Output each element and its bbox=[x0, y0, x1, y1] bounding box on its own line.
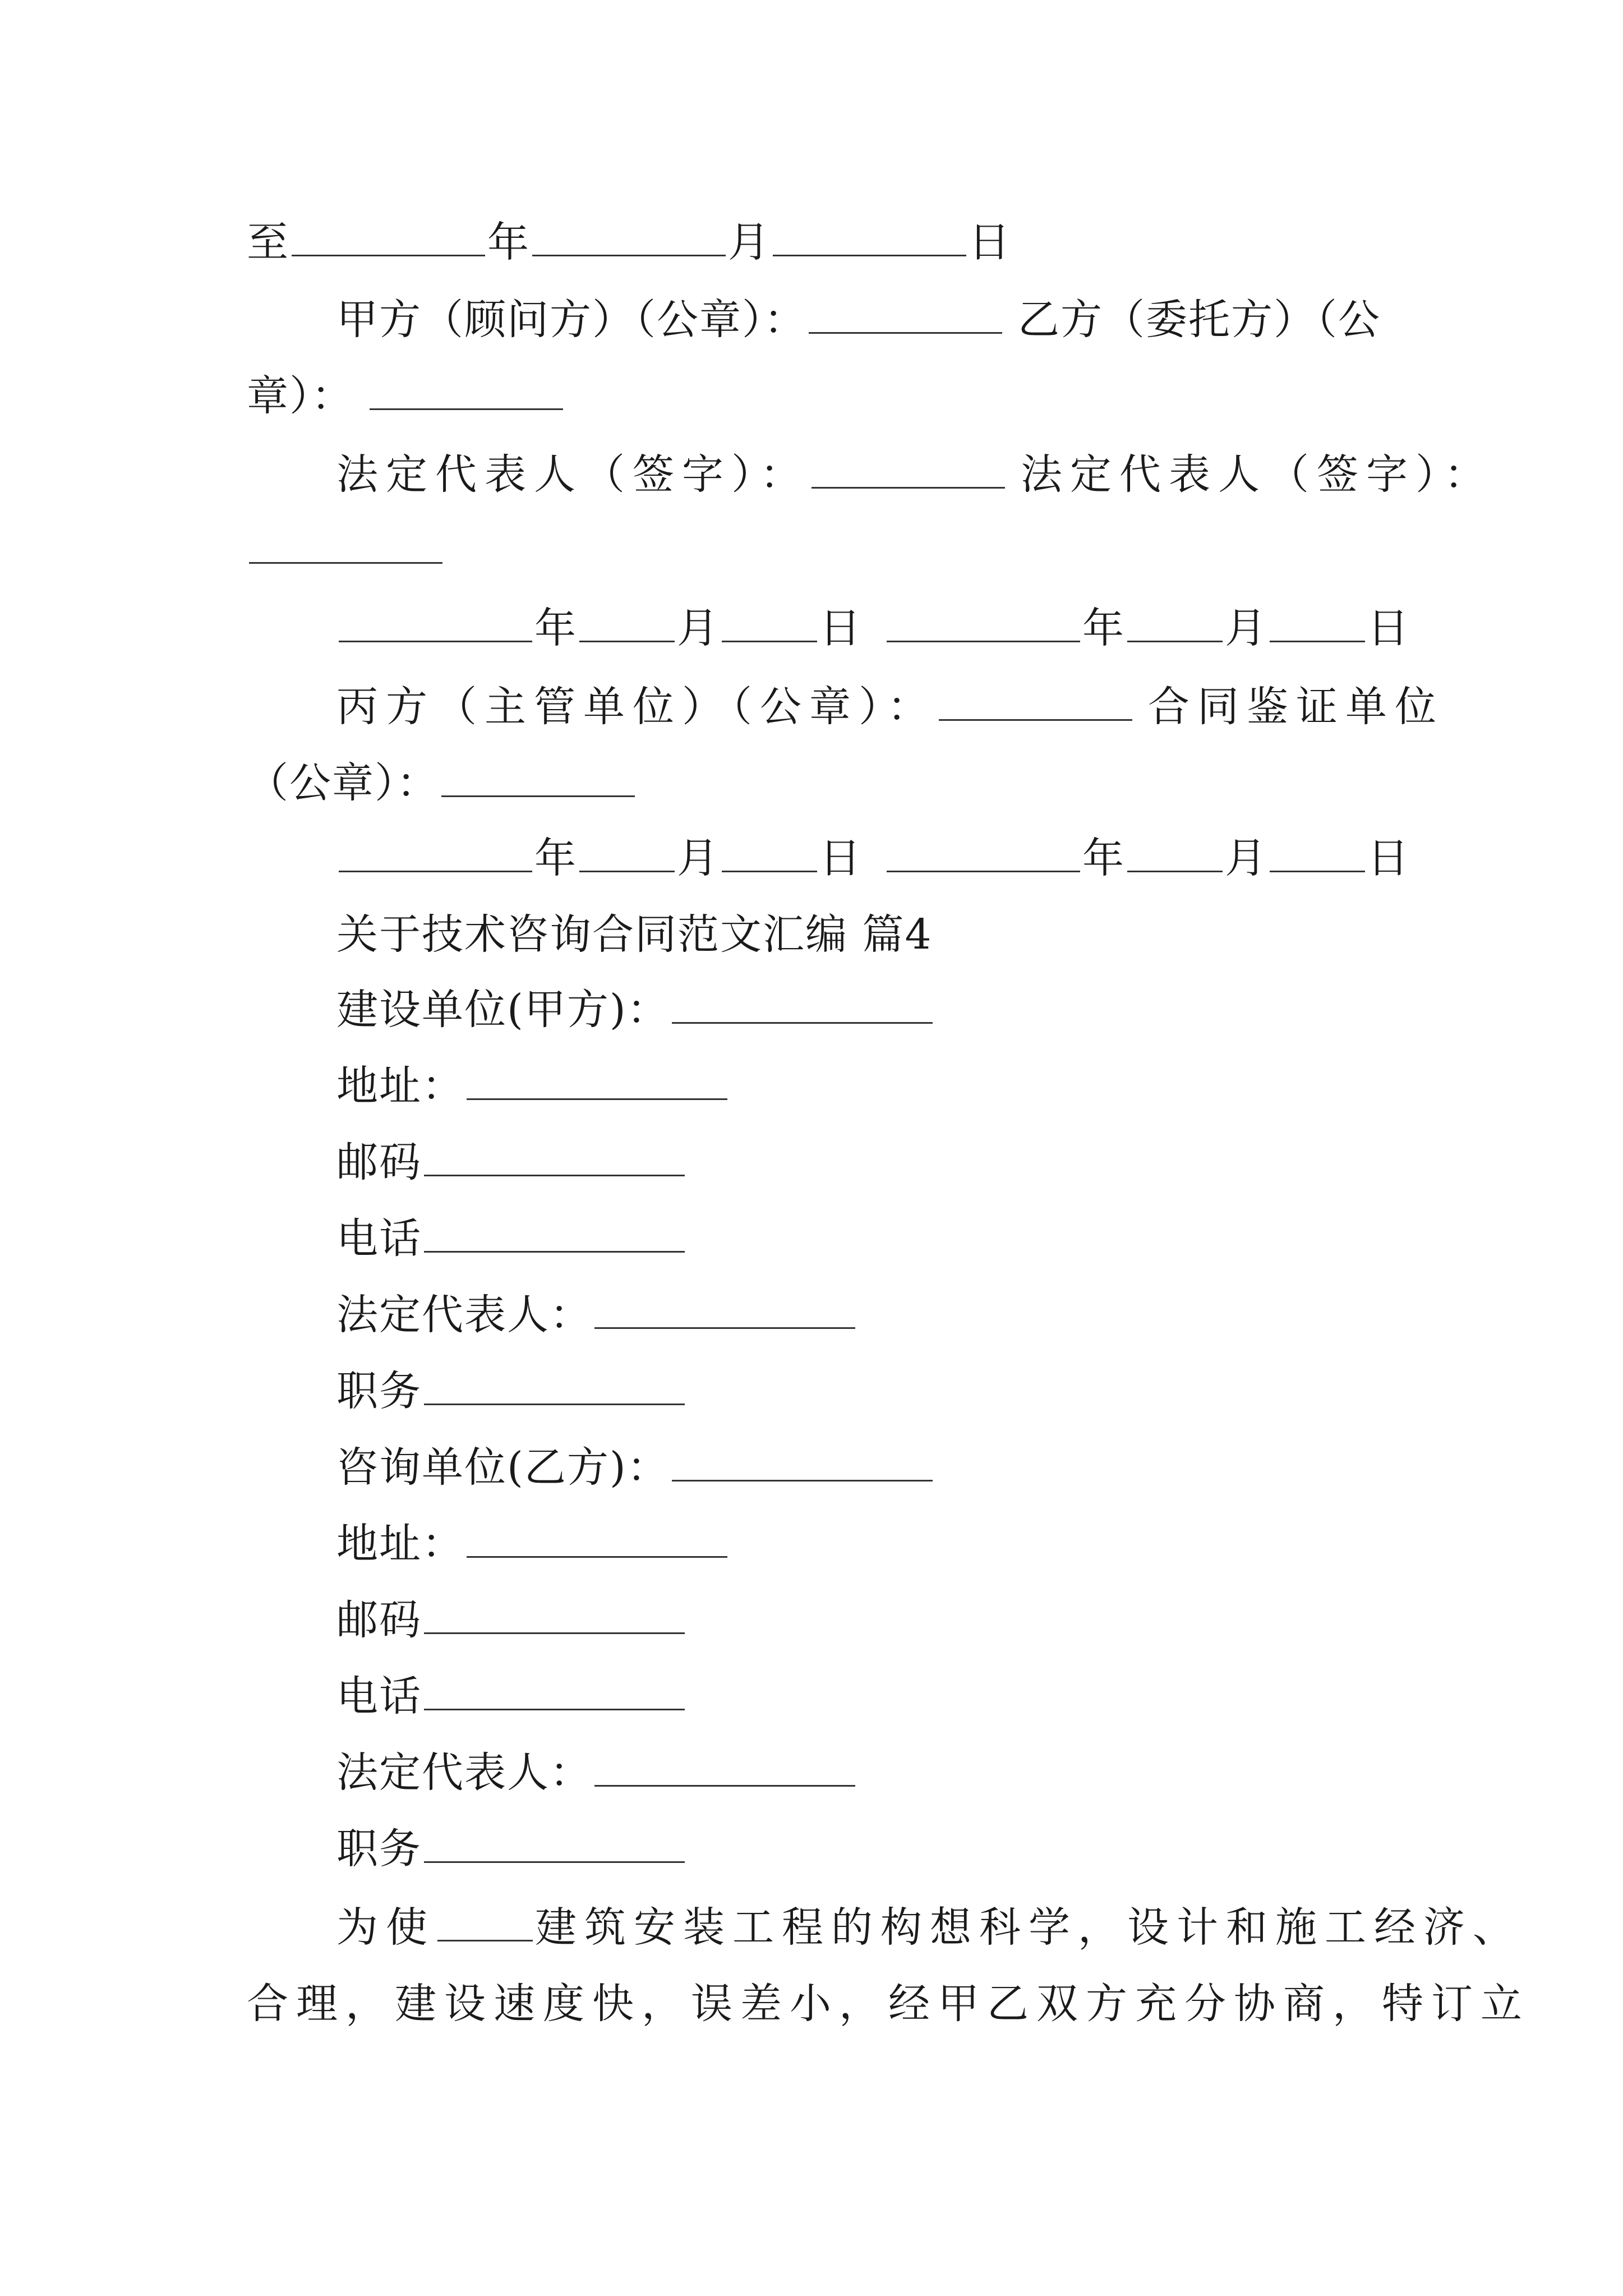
date-a-year-label: 年 bbox=[534, 604, 577, 652]
sign-dates-line-1 bbox=[336, 600, 1410, 656]
date-b-day-label: 日 bbox=[1367, 604, 1410, 652]
party-b-label-cont: 章）： bbox=[247, 372, 354, 420]
construction-postcode-line bbox=[336, 1134, 687, 1190]
date-a-month-blank bbox=[579, 601, 675, 642]
consulting-phone-blank bbox=[424, 1669, 685, 1710]
date-d-year-blank bbox=[887, 831, 1080, 872]
party-a-blank bbox=[809, 293, 1002, 334]
consulting-rep-label: 法定代表人： bbox=[336, 1749, 592, 1797]
date-a-year-blank bbox=[339, 601, 532, 642]
body-paragraph-line-1 bbox=[336, 1899, 1522, 1955]
construction-position-line bbox=[336, 1363, 687, 1419]
rep-b-blank-line bbox=[247, 522, 445, 578]
construction-position-blank bbox=[424, 1364, 685, 1405]
date-a-month-label: 月 bbox=[677, 604, 720, 652]
consulting-address-line bbox=[336, 1516, 730, 1572]
construction-address-blank bbox=[467, 1059, 727, 1100]
cert-unit-label: 合同鉴证单位 bbox=[1148, 683, 1444, 731]
consulting-phone-label: 电话 bbox=[336, 1672, 422, 1720]
date-d-month-label: 月 bbox=[1225, 834, 1267, 882]
date-c-day-label: 日 bbox=[819, 834, 862, 882]
sign-dates-line-2 bbox=[336, 830, 1410, 886]
party-b-blank bbox=[370, 369, 563, 410]
construction-phone-label: 电话 bbox=[336, 1214, 422, 1263]
construction-unit-line bbox=[336, 982, 935, 1038]
consulting-postcode-label: 邮码 bbox=[336, 1596, 422, 1644]
construction-unit-blank bbox=[672, 983, 933, 1024]
party-b-seal-line bbox=[247, 368, 565, 424]
body-line1-start: 为使 bbox=[336, 1903, 435, 1952]
construction-address-label: 地址： bbox=[336, 1062, 464, 1110]
date-b-year-blank bbox=[887, 601, 1080, 642]
construction-phone-line bbox=[336, 1211, 687, 1267]
month-blank bbox=[532, 215, 726, 256]
construction-position-label: 职务 bbox=[336, 1367, 422, 1415]
date-c-day-blank bbox=[722, 831, 817, 872]
date-a-day-blank bbox=[722, 601, 817, 642]
consulting-unit-line bbox=[336, 1439, 935, 1496]
date-d-month-blank bbox=[1127, 831, 1223, 872]
consulting-postcode-line bbox=[336, 1592, 687, 1648]
year-blank bbox=[292, 215, 485, 256]
party-b-label: 乙方（委托方）（公 bbox=[1018, 296, 1381, 344]
date-c-month-blank bbox=[579, 831, 675, 872]
rep-b-label: 法定代表人（签字）： bbox=[1021, 450, 1493, 499]
to-label: 至 bbox=[247, 218, 289, 266]
construction-rep-blank bbox=[594, 1288, 855, 1329]
date-b-month-blank bbox=[1127, 601, 1223, 642]
construction-postcode-blank bbox=[424, 1135, 685, 1176]
consulting-unit-label: 咨询单位(乙方)： bbox=[336, 1443, 670, 1492]
rep-b-blank bbox=[249, 523, 442, 564]
project-name-blank bbox=[437, 1901, 533, 1941]
construction-rep-label: 法定代表人： bbox=[336, 1291, 592, 1339]
day-blank bbox=[773, 215, 966, 256]
rep-a-blank bbox=[811, 448, 1005, 489]
construction-postcode-label: 邮码 bbox=[336, 1138, 422, 1186]
consulting-position-line bbox=[336, 1821, 687, 1877]
party-c-blank bbox=[939, 680, 1132, 721]
body-paragraph-line-2: 合理，建设速度快，误差小，经甲乙双方充分协商，特订立 bbox=[247, 1980, 1530, 2028]
consulting-address-label: 地址： bbox=[336, 1520, 464, 1568]
party-a-seal-line bbox=[336, 292, 1381, 348]
date-a-day-label: 日 bbox=[819, 604, 862, 652]
date-range-end-line bbox=[247, 214, 1011, 270]
year-label: 年 bbox=[487, 218, 530, 266]
consulting-postcode-blank bbox=[424, 1593, 685, 1634]
cert-unit-label-cont: （公章）： bbox=[247, 759, 439, 807]
consulting-unit-blank bbox=[672, 1441, 933, 1481]
date-c-year-label: 年 bbox=[534, 834, 577, 882]
consulting-rep-line bbox=[336, 1745, 857, 1801]
date-b-year-label: 年 bbox=[1082, 604, 1125, 652]
date-d-day-blank bbox=[1270, 831, 1365, 872]
construction-phone-blank bbox=[424, 1212, 685, 1253]
rep-a-label: 法定代表人（签字）： bbox=[336, 450, 809, 499]
construction-unit-label: 建设单位(甲方)： bbox=[336, 986, 670, 1034]
consulting-position-blank bbox=[424, 1822, 685, 1863]
party-a-label: 甲方（顾问方）（公章）： bbox=[336, 296, 806, 344]
date-c-month-label: 月 bbox=[677, 834, 720, 882]
date-b-day-blank bbox=[1270, 601, 1365, 642]
date-d-day-label: 日 bbox=[1367, 834, 1410, 882]
representatives-line bbox=[336, 447, 1493, 503]
party-c-seal-line bbox=[336, 679, 1444, 735]
date-c-year-blank bbox=[339, 831, 532, 872]
body-line1-end: 建筑安装工程的构想科学，设计和施工经济、 bbox=[535, 1903, 1522, 1952]
construction-address-line bbox=[336, 1058, 730, 1114]
month-label: 月 bbox=[728, 218, 771, 266]
consulting-address-blank bbox=[467, 1517, 727, 1558]
consulting-phone-line bbox=[336, 1668, 687, 1724]
date-b-month-label: 月 bbox=[1225, 604, 1267, 652]
construction-rep-line bbox=[336, 1287, 857, 1343]
consulting-position-label: 职务 bbox=[336, 1825, 422, 1873]
cert-unit-seal-line bbox=[247, 755, 637, 811]
day-label: 日 bbox=[969, 218, 1011, 266]
date-d-year-label: 年 bbox=[1082, 834, 1125, 882]
consulting-rep-blank bbox=[594, 1746, 855, 1787]
section-title: 关于技术咨询合同范文汇编 篇4 bbox=[336, 910, 933, 959]
cert-unit-blank bbox=[441, 756, 635, 797]
party-c-label: 丙方（主管单位）（公章）： bbox=[336, 683, 937, 731]
